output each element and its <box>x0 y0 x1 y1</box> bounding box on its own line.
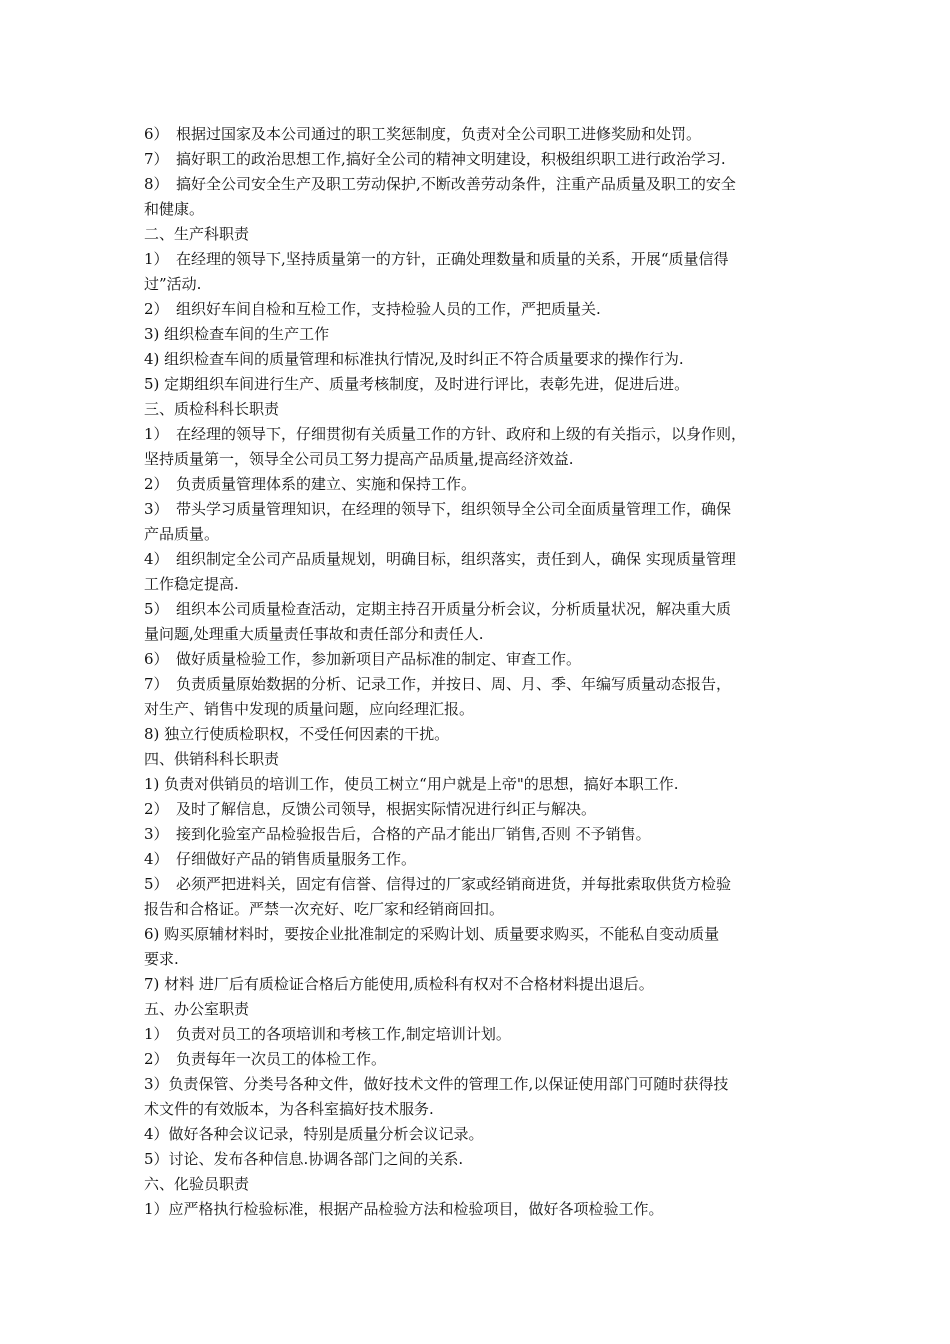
text-line: 3）负责保管、分类号各种文件，做好技术文件的管理工作,以保证使用部门可随时获得技 <box>144 1075 729 1093</box>
text-line: 2） 负责质量管理体系的建立、实施和保持工作。 <box>144 475 477 493</box>
text-line: 5) 定期组织车间进行生产、质量考核制度，及时进行评比，表彰先进，促进后进。 <box>144 375 690 393</box>
text-line: 2） 组织好车间自检和互检工作，支持检验人员的工作，严把质量关. <box>144 300 601 318</box>
section-heading: 六、化验员职责 <box>144 1175 250 1193</box>
text-line: 术文件的有效版本，为各科室搞好技术服务. <box>144 1100 434 1118</box>
text-line: 5）讨论、发布各种信息.协调各部门之间的关系. <box>144 1150 464 1168</box>
text-line: 和健康。 <box>144 200 205 218</box>
text-line: 8) 独立行使质检职权，不受任何因素的干扰。 <box>144 725 450 743</box>
document-body <box>144 122 814 1222</box>
text-line: 2） 负责每年一次员工的体检工作。 <box>144 1050 387 1068</box>
text-line: 8） 搞好全公司安全生产及职工劳动保护,不断改善劳动条件，注重产品质量及职工的安全 <box>144 175 736 193</box>
text-line: 5） 组织本公司质量检查活动，定期主持召开质量分析会议，分析质量状况，解决重大质 <box>144 600 732 618</box>
text-line: 2） 及时了解信息，反馈公司领导，根据实际情况进行纠正与解决。 <box>144 800 597 818</box>
text-line: 3） 接到化验室产品检验报告后，合格的产品才能出厂销售,否则 不予销售。 <box>144 825 651 843</box>
text-line: 3） 带头学习质量管理知识，在经理的领导下，组织领导全公司全面质量管理工作，确保 <box>144 500 732 518</box>
text-line: 3) 组织检查车间的生产工作 <box>144 325 330 343</box>
text-line: 要求. <box>144 950 179 968</box>
text-line: 7） 搞好职工的政治思想工作,搞好全公司的精神文明建设，积极组织职工进行政治学习. <box>144 150 726 168</box>
text-line: 量问题,处理重大质量责任事故和责任部分和责任人. <box>144 625 484 643</box>
text-line: 6) 购买原辅材料时，要按企业批准制定的采购计划、质量要求购买，不能私自变动质量 <box>144 925 720 943</box>
text-line: 产品质量。 <box>144 525 220 543</box>
text-line: 7) 材料 进厂后有质检证合格后方能使用,质检科有权对不合格材料提出退后。 <box>144 975 654 993</box>
text-line: 报告和合格证。严禁一次充好、吃厂家和经销商回扣。 <box>144 900 505 918</box>
text-line: 6） 根据过国家及本公司通过的职工奖惩制度，负责对全公司职工进修奖励和处罚。 <box>144 125 702 143</box>
text-line: 坚持质量第一，领导全公司员工努力提高产品质量,提高经济效益. <box>144 450 574 468</box>
text-line: 1） 在经理的领导下，仔细贯彻有关质量工作的方针、政府和上级的有关指示，以身作则， <box>144 425 747 443</box>
text-line: 4) 组织检查车间的质量管理和标准执行情况,及时纠正不符合质量要求的操作行为. <box>144 350 684 368</box>
text-line: 1） 负责对员工的各项培训和考核工作,制定培训计划。 <box>144 1025 511 1043</box>
text-line: 1）应严格执行检验标准，根据产品检验方法和检验项目，做好各项检验工作。 <box>144 1200 664 1218</box>
text-line: 5） 必须严把进料关，固定有信誉、信得过的厂家或经销商进货，并每批索取供货方检验 <box>144 875 732 893</box>
text-line: 1) 负责对供销员的培训工作，使员工树立“用户就是上帝"的思想，搞好本职工作. <box>144 775 679 793</box>
text-line: 4） 组织制定全公司产品质量规划，明确目标，组织落实，责任到人，确保 实现质量管理 <box>144 550 736 568</box>
text-line: 4） 仔细做好产品的销售质量服务工作。 <box>144 850 417 868</box>
text-line: 工作稳定提高. <box>144 575 239 593</box>
text-line: 过”活动. <box>144 275 202 293</box>
section-heading: 五、办公室职责 <box>144 1000 250 1018</box>
section-heading: 三、质检科科长职责 <box>144 400 280 418</box>
text-line: 6） 做好质量检验工作，参加新项目产品标准的制定、审查工作。 <box>144 650 582 668</box>
text-line: 4）做好各种会议记录，特别是质量分析会议记录。 <box>144 1125 484 1143</box>
text-line: 7） 负责质量原始数据的分析、记录工作，并按日、周、月、季、年编写质量动态报告， <box>144 675 732 693</box>
text-line: 1） 在经理的领导下,坚持质量第一的方针，正确处理数量和质量的关系，开展“质量信得 <box>144 250 729 268</box>
section-heading: 二、生产科职责 <box>144 225 250 243</box>
text-line: 对生产、销售中发现的质量问题，应向经理汇报。 <box>144 700 475 718</box>
section-heading: 四、供销科科长职责 <box>144 750 280 768</box>
